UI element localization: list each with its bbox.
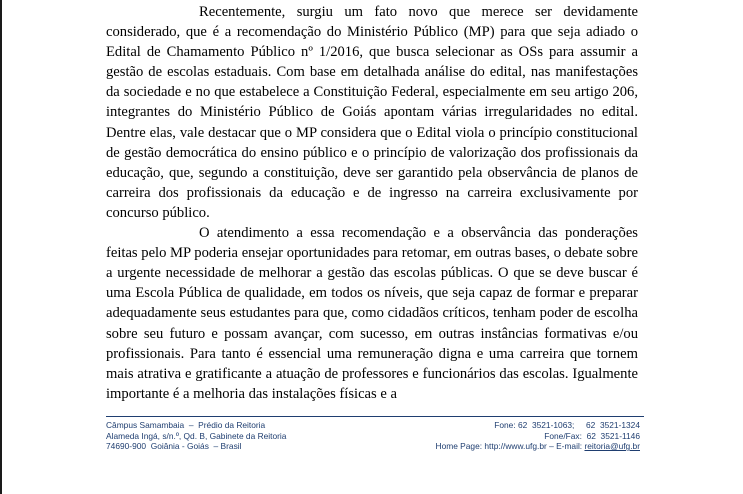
footer-row [106,431,640,442]
footer-address-line: Alameda Ingá, s/n.º, Qd. B, Gabinete da Reitoria [106,430,287,441]
page-footer [106,420,640,452]
footer-address-line: 74690-900 Goiânia - Goiás – Brasil [106,441,242,452]
footer-email-link[interactable]: reitoria@ufg.br [584,441,640,452]
footer-contact [436,441,640,452]
footer-row [106,420,640,431]
document-body [106,2,638,404]
footer-row [106,441,640,452]
footer-fax: Fone/Fax: 62 3521-1146 [544,430,640,441]
footer-divider [106,416,644,417]
paragraph: O atendimento a essa recomendação e a observância das ponderações feitas pelo MP poderia ensejar oportunidades para retomar, em outras bases, o debate sobre a urgente necessidade de melhorar a gestão das escolas públicas. O que se deve buscar é uma Escola Pública de qualidade, em todos os níveis, que seja capaz de formar e preparar adequadamente seus estudantes para que, como cidadãos críticos, tenham poder de escolha sobre seu futuro e possam avançar, com sucesso, em outras instâncias formativas e/ou profissionais. Para tanto é essencial uma remuneração digna e uma carreira que tornem mais atrativa e gratificante a atuação de professores e funcionários das escolas. Igualmente importante é a melhoria das instalações físicas e a [106,225,638,402]
page-left-edge [0,0,2,494]
paragraph: Recentemente, surgiu um fato novo que merece ser devidamente considerado, que é a recomendação do Ministério Público (MP) para que seja adiado o Edital de Chamamento Público nº 1/2016, que busca selecionar as OSs para assumir a gestão de escolas estaduais. Com base em detalhada análise do edital, nas manifestações da sociedade e no que estabelece a Constituição Federal, especialmente em seu artigo 206, integrantes do Ministério Público de Goiás apontam várias irregularidades no edital. Dentre elas, vale destacar que o MP considera que o Edital viola o princípio constitucional de gestão democrática do ensino público e o princípio de valorização dos profissionais da educação, que, segundo a constituição, deve ser garantido pela observância de planos de carreira dos profissionais da educação e de ingresso na carreira exclusivamente por concurso público. [106,4,638,221]
footer-address-line: Câmpus Samambaia – Prédio da Reitoria [106,420,266,430]
footer-phone: Fone: 62 3521-1063; 62 3521-1324 [494,420,640,430]
footer-homepage: Home Page: http://www.ufg.br – E-mail: [435,441,585,452]
